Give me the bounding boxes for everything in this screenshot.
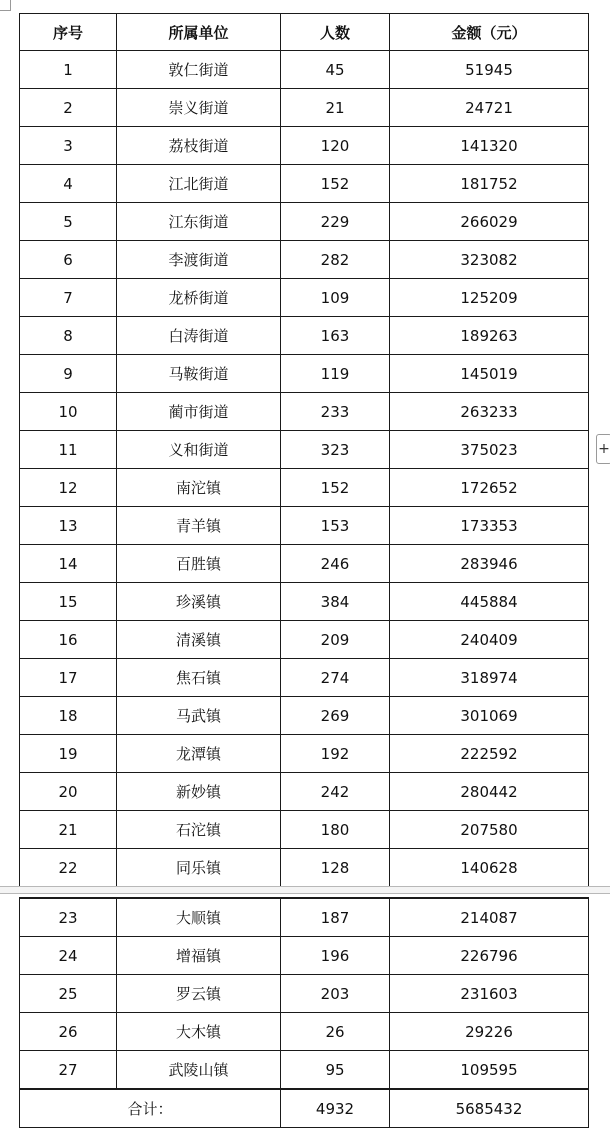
- cell-amount: 125209: [390, 279, 589, 317]
- cell-count: 120: [281, 127, 390, 165]
- table-row: [20, 127, 589, 165]
- total-label: 合计：: [20, 1089, 281, 1128]
- cell-amount: 323082: [390, 241, 589, 279]
- cell-amount: 263233: [390, 393, 589, 431]
- cell-count: 152: [281, 469, 390, 507]
- cell-seq: 4: [20, 165, 117, 203]
- page-break: [0, 886, 610, 894]
- cell-seq: 13: [20, 507, 117, 545]
- cell-unit: 焦石镇: [117, 659, 281, 697]
- cell-count: 187: [281, 898, 390, 937]
- cell-count: 152: [281, 165, 390, 203]
- cell-seq: 6: [20, 241, 117, 279]
- page-corner-mark: [0, 0, 11, 11]
- cell-count: 128: [281, 849, 390, 887]
- cell-amount: 301069: [390, 697, 589, 735]
- cell-amount: 109595: [390, 1051, 589, 1090]
- table-row: [20, 621, 589, 659]
- cell-seq: 17: [20, 659, 117, 697]
- cell-count: 45: [281, 51, 390, 89]
- cell-amount: 29226: [390, 1013, 589, 1051]
- cell-seq: 1: [20, 51, 117, 89]
- cell-count: 153: [281, 507, 390, 545]
- cell-seq: 16: [20, 621, 117, 659]
- cell-amount: 222592: [390, 735, 589, 773]
- table-row: [20, 241, 589, 279]
- table-row: [20, 507, 589, 545]
- table-row: [20, 659, 589, 697]
- cell-count: 119: [281, 355, 390, 393]
- cell-amount: 226796: [390, 937, 589, 975]
- cell-seq: 9: [20, 355, 117, 393]
- table-row: [20, 317, 589, 355]
- header-amount: 金额（元）: [390, 14, 589, 51]
- cell-amount: 214087: [390, 898, 589, 937]
- cell-amount: 173353: [390, 507, 589, 545]
- cell-seq: 27: [20, 1051, 117, 1090]
- table-row: [20, 811, 589, 849]
- cell-amount: 318974: [390, 659, 589, 697]
- cell-unit: 马鞍街道: [117, 355, 281, 393]
- cell-unit: 龙潭镇: [117, 735, 281, 773]
- header-unit: 所属单位: [117, 14, 281, 51]
- allocation-table-page1: [19, 13, 589, 887]
- cell-count: 203: [281, 975, 390, 1013]
- table-row: [20, 1051, 589, 1090]
- cell-amount: 181752: [390, 165, 589, 203]
- cell-amount: 172652: [390, 469, 589, 507]
- cell-count: 229: [281, 203, 390, 241]
- table-row: [20, 937, 589, 975]
- cell-amount: 375023: [390, 431, 589, 469]
- cell-unit: 同乐镇: [117, 849, 281, 887]
- cell-count: 163: [281, 317, 390, 355]
- cell-amount: 51945: [390, 51, 589, 89]
- cell-count: 233: [281, 393, 390, 431]
- total-amount: 5685432: [390, 1089, 589, 1128]
- cell-count: 196: [281, 937, 390, 975]
- cell-seq: 25: [20, 975, 117, 1013]
- cell-unit: 清溪镇: [117, 621, 281, 659]
- cell-amount: 231603: [390, 975, 589, 1013]
- total-count: 4932: [281, 1089, 390, 1128]
- table-row: [20, 545, 589, 583]
- table-row: [20, 431, 589, 469]
- cell-unit: 武陵山镇: [117, 1051, 281, 1090]
- header-seq: 序号: [20, 14, 117, 51]
- table-row: [20, 165, 589, 203]
- cell-amount: 145019: [390, 355, 589, 393]
- table-row: [20, 975, 589, 1013]
- cell-seq: 3: [20, 127, 117, 165]
- cell-seq: 26: [20, 1013, 117, 1051]
- cell-seq: 12: [20, 469, 117, 507]
- table-row: [20, 393, 589, 431]
- cell-count: 242: [281, 773, 390, 811]
- cell-unit: 江东街道: [117, 203, 281, 241]
- cell-unit: 马武镇: [117, 697, 281, 735]
- cell-amount: 141320: [390, 127, 589, 165]
- cell-unit: 崇义街道: [117, 89, 281, 127]
- cell-unit: 敦仁街道: [117, 51, 281, 89]
- cell-seq: 14: [20, 545, 117, 583]
- table-row: [20, 735, 589, 773]
- cell-count: 323: [281, 431, 390, 469]
- cell-seq: 20: [20, 773, 117, 811]
- cell-unit: 新妙镇: [117, 773, 281, 811]
- table-header-row: [20, 14, 589, 51]
- table-row: [20, 898, 589, 937]
- cell-amount: 445884: [390, 583, 589, 621]
- cell-unit: 增福镇: [117, 937, 281, 975]
- cell-count: 26: [281, 1013, 390, 1051]
- cell-count: 109: [281, 279, 390, 317]
- cell-seq: 8: [20, 317, 117, 355]
- cell-unit: 荔枝街道: [117, 127, 281, 165]
- table-row: [20, 773, 589, 811]
- cell-unit: 白涛街道: [117, 317, 281, 355]
- cell-seq: 22: [20, 849, 117, 887]
- table-row: [20, 1013, 589, 1051]
- cell-seq: 23: [20, 898, 117, 937]
- cell-seq: 18: [20, 697, 117, 735]
- cell-unit: 义和街道: [117, 431, 281, 469]
- cell-count: 21: [281, 89, 390, 127]
- cell-count: 180: [281, 811, 390, 849]
- cell-count: 282: [281, 241, 390, 279]
- table-row: [20, 51, 589, 89]
- cell-count: 246: [281, 545, 390, 583]
- cell-amount: 240409: [390, 621, 589, 659]
- cell-seq: 2: [20, 89, 117, 127]
- cell-seq: 10: [20, 393, 117, 431]
- cell-seq: 5: [20, 203, 117, 241]
- table-row: [20, 89, 589, 127]
- add-row-button[interactable]: +: [596, 434, 610, 464]
- cell-seq: 11: [20, 431, 117, 469]
- table-row: [20, 469, 589, 507]
- cell-seq: 24: [20, 937, 117, 975]
- cell-count: 269: [281, 697, 390, 735]
- cell-unit: 石沱镇: [117, 811, 281, 849]
- cell-unit: 珍溪镇: [117, 583, 281, 621]
- cell-amount: 189263: [390, 317, 589, 355]
- table-row: [20, 203, 589, 241]
- cell-unit: 蔺市街道: [117, 393, 281, 431]
- cell-seq: 7: [20, 279, 117, 317]
- cell-amount: 207580: [390, 811, 589, 849]
- header-count: 人数: [281, 14, 390, 51]
- cell-unit: 青羊镇: [117, 507, 281, 545]
- allocation-table-page2: [19, 897, 589, 1128]
- table-row: [20, 583, 589, 621]
- cell-count: 95: [281, 1051, 390, 1090]
- cell-seq: 15: [20, 583, 117, 621]
- cell-seq: 21: [20, 811, 117, 849]
- cell-seq: 19: [20, 735, 117, 773]
- cell-count: 209: [281, 621, 390, 659]
- cell-unit: 罗云镇: [117, 975, 281, 1013]
- cell-count: 274: [281, 659, 390, 697]
- cell-amount: 283946: [390, 545, 589, 583]
- table-row: [20, 849, 589, 887]
- cell-unit: 李渡街道: [117, 241, 281, 279]
- cell-unit: 江北街道: [117, 165, 281, 203]
- cell-unit: 大顺镇: [117, 898, 281, 937]
- table-row: [20, 279, 589, 317]
- cell-count: 192: [281, 735, 390, 773]
- total-row: [20, 1089, 589, 1128]
- cell-amount: 266029: [390, 203, 589, 241]
- cell-amount: 24721: [390, 89, 589, 127]
- cell-unit: 南沱镇: [117, 469, 281, 507]
- table-row: [20, 697, 589, 735]
- cell-unit: 龙桥街道: [117, 279, 281, 317]
- cell-unit: 大木镇: [117, 1013, 281, 1051]
- cell-amount: 140628: [390, 849, 589, 887]
- table-row: [20, 355, 589, 393]
- cell-count: 384: [281, 583, 390, 621]
- cell-unit: 百胜镇: [117, 545, 281, 583]
- cell-amount: 280442: [390, 773, 589, 811]
